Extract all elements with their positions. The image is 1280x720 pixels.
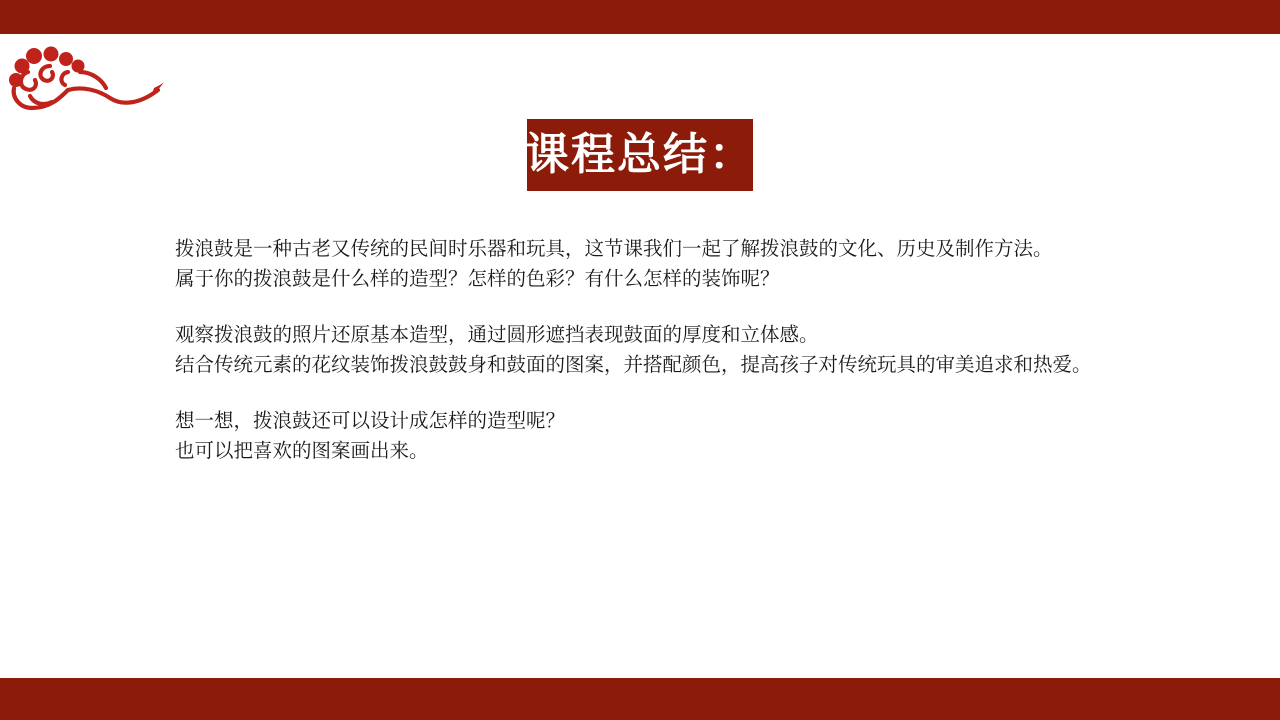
bottom-accent-bar	[0, 678, 1280, 720]
paragraph-line: 属于你的拨浪鼓是什么样的造型？怎样的色彩？有什么怎样的装饰呢？	[175, 268, 780, 290]
body-content	[175, 234, 1195, 466]
paragraph-line: 也可以把喜欢的图案画出来。	[175, 440, 429, 462]
top-accent-bar	[0, 0, 1280, 34]
paragraph	[175, 234, 1195, 294]
paragraph	[175, 320, 1195, 380]
paragraph-line: 观察拨浪鼓的照片还原基本造型，通过圆形遮挡表现鼓面的厚度和立体感。	[175, 324, 819, 346]
paragraph-line: 拨浪鼓是一种古老又传统的民间时乐器和玩具，这节课我们一起了解拨浪鼓的文化、历史及制作方法。	[175, 238, 1053, 260]
chinese-auspicious-cloud-logo	[6, 42, 166, 122]
page-title-banner	[527, 119, 753, 191]
page-title: 课程总结：	[525, 130, 755, 179]
paragraph-line: 结合传统元素的花纹装饰拨浪鼓鼓身和鼓面的图案，并搭配颜色，提高孩子对传统玩具的审美追求和热爱。	[175, 354, 1092, 376]
paragraph-line: 想一想，拨浪鼓还可以设计成怎样的造型呢？	[175, 410, 566, 432]
paragraph	[175, 406, 1195, 466]
